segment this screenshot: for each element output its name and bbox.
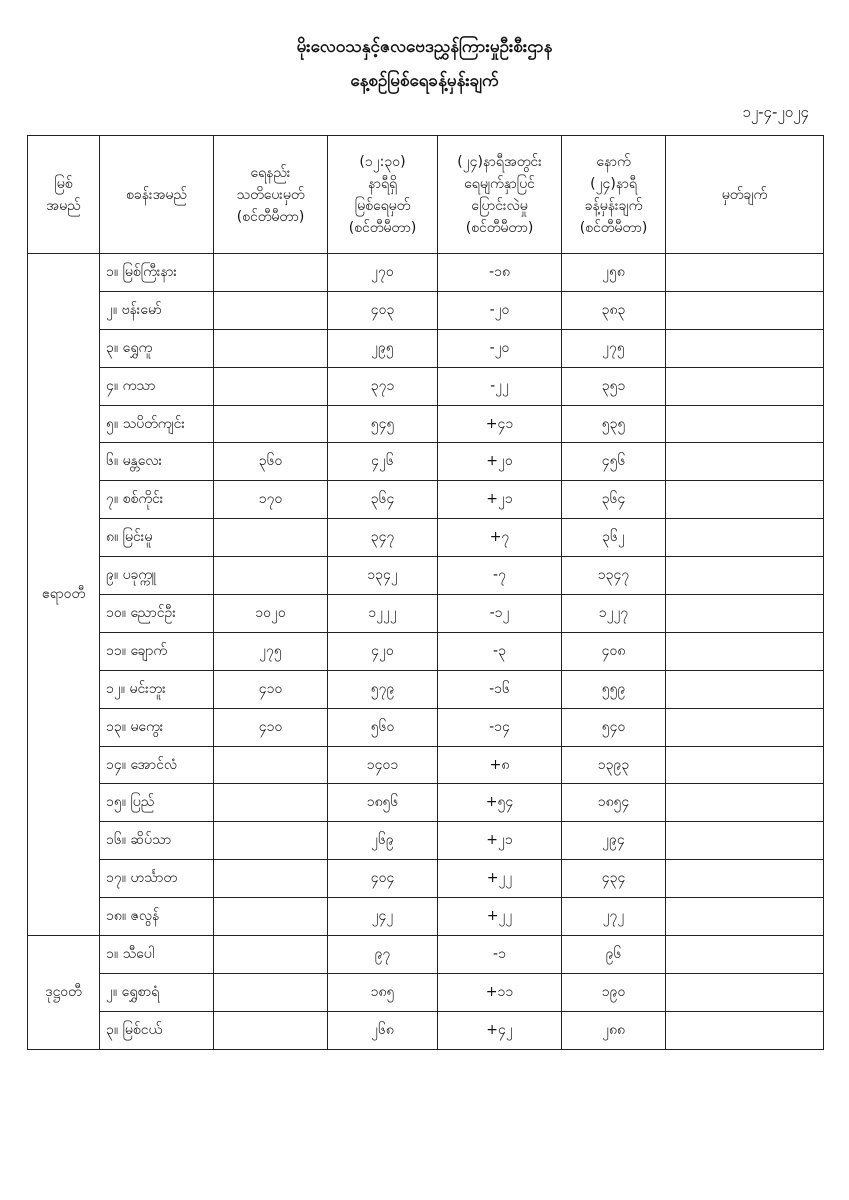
page-title: မိုးလေဝသနှင့်ဇလဗေဒညွှန်ကြားမှုဦးစီးဌာန <box>296 37 553 57</box>
water-level-cell: ၂၇၀ <box>328 254 438 292</box>
remark-cell <box>666 860 824 898</box>
water-level-cell: ၄၀၃ <box>328 291 438 329</box>
low-warning-cell: ၄၁၀ <box>214 670 328 708</box>
river-level-table <box>27 135 824 1050</box>
forecast-cell: ၃၅၁ <box>562 367 666 405</box>
remark-cell <box>666 822 824 860</box>
station-cell: ၂။ ရွှေစာရံ <box>100 973 214 1011</box>
forecast-cell: ၅၃၅ <box>562 405 666 443</box>
water-level-cell: ၄၂၆ <box>328 443 438 481</box>
station-cell: ၇။ စစ်ကိုင်း <box>100 481 214 519</box>
station-cell: ၂။ ဗန်းမော် <box>100 291 214 329</box>
forecast-cell: ၁၉၀ <box>562 973 666 1011</box>
station-cell: ၃။ မြစ်ငယ် <box>100 1011 214 1049</box>
station-cell: ၁၁။ ချောက် <box>100 632 214 670</box>
header-forecast: နောက် (၂၄)နာရီ ခန့်မှန်းချက် (စင်တီမီတာ) <box>562 136 666 254</box>
remark-cell <box>666 329 824 367</box>
table-row <box>28 746 824 784</box>
low-warning-cell <box>214 329 328 367</box>
low-warning-cell <box>214 898 328 936</box>
station-cell: ၄။ ကသာ <box>100 367 214 405</box>
table-row <box>28 632 824 670</box>
remark-cell <box>666 746 824 784</box>
remark-cell <box>666 291 824 329</box>
table-row <box>28 595 824 633</box>
forecast-cell: ၂၇၂ <box>562 898 666 936</box>
station-cell: ၉။ ပခုက္ကူ <box>100 557 214 595</box>
change-cell: +၄၂ <box>438 1011 562 1049</box>
header-water-level: (၁၂:၃၀) နာရီရှိ မြစ်ရေမှတ် (စင်တီမီတာ) <box>328 136 438 254</box>
change-cell: +၂၂ <box>438 860 562 898</box>
remark-cell <box>666 670 824 708</box>
station-cell: ၅။ သပိတ်ကျင်း <box>100 405 214 443</box>
forecast-cell: ၃၆၂ <box>562 519 666 557</box>
table-row <box>28 519 824 557</box>
table-row <box>28 936 824 974</box>
remark-cell <box>666 443 824 481</box>
remark-cell <box>666 632 824 670</box>
change-cell: -၇ <box>438 557 562 595</box>
station-cell: ၆။ မန္တလေး <box>100 443 214 481</box>
forecast-cell: ၂၉၄ <box>562 822 666 860</box>
low-warning-cell: ၃၆၀ <box>214 443 328 481</box>
table-row <box>28 254 824 292</box>
header-river: မြစ် အမည် <box>28 136 100 254</box>
low-warning-cell: ၄၁၀ <box>214 708 328 746</box>
table-row <box>28 860 824 898</box>
low-warning-cell <box>214 860 328 898</box>
change-cell: +၂၂ <box>438 898 562 936</box>
report-date: ၁၂-၄-၂၀၂၄ <box>742 103 809 121</box>
station-cell: ၁။ မြစ်ကြီးနား <box>100 254 214 292</box>
table-row <box>28 291 824 329</box>
table-row <box>28 443 824 481</box>
low-warning-cell <box>214 936 328 974</box>
forecast-cell: ၄၃၄ <box>562 860 666 898</box>
table-row <box>28 708 824 746</box>
remark-cell <box>666 936 824 974</box>
water-level-cell: ၅၇၉ <box>328 670 438 708</box>
forecast-cell: ၂၇၅ <box>562 329 666 367</box>
water-level-cell: ၃၄၇ <box>328 519 438 557</box>
remark-cell <box>666 481 824 519</box>
change-cell: -၁၄ <box>438 708 562 746</box>
low-warning-cell <box>214 784 328 822</box>
water-level-cell: ၃၇၁ <box>328 367 438 405</box>
change-cell: +၈ <box>438 746 562 784</box>
water-level-cell: ၅၆၀ <box>328 708 438 746</box>
low-warning-cell <box>214 557 328 595</box>
remark-cell <box>666 405 824 443</box>
forecast-cell: ၁၂၂၇ <box>562 595 666 633</box>
header-low-warning: ရေနည်း သတိပေးမှတ် (စင်တီမီတာ) <box>214 136 328 254</box>
river-name-cell: ဧရာဝတီ <box>28 254 100 936</box>
remark-cell <box>666 557 824 595</box>
table-row <box>28 367 824 405</box>
table-row <box>28 1011 824 1049</box>
water-level-cell: ၄၀၄ <box>328 860 438 898</box>
change-cell: -၁၂ <box>438 595 562 633</box>
table-row <box>28 557 824 595</box>
station-cell: ၁၂။ မင်းဘူး <box>100 670 214 708</box>
forecast-cell: ၉၆ <box>562 936 666 974</box>
low-warning-cell <box>214 405 328 443</box>
water-level-cell: ၁၈၅၆ <box>328 784 438 822</box>
header-24h-change: (၂၄)နာရီအတွင်း ရေမျက်နှာပြင် ပြောင်းလဲမှု (စင်တီမီတာ) <box>438 136 562 254</box>
water-level-cell: ၁၈၅ <box>328 973 438 1011</box>
remark-cell <box>666 784 824 822</box>
header-remarks: မှတ်ချက် <box>666 136 824 254</box>
low-warning-cell: ၂၇၅ <box>214 632 328 670</box>
forecast-cell: ၁၈၅၄ <box>562 784 666 822</box>
table-row <box>28 822 824 860</box>
low-warning-cell: ၁၇၀ <box>214 481 328 519</box>
forecast-cell: ၂၈၈ <box>562 1011 666 1049</box>
remark-cell <box>666 973 824 1011</box>
change-cell: -၂၀ <box>438 329 562 367</box>
table-row <box>28 481 824 519</box>
forecast-cell: ၄၅၆ <box>562 443 666 481</box>
change-cell: -၁ <box>438 936 562 974</box>
remark-cell <box>666 708 824 746</box>
remark-cell <box>666 367 824 405</box>
remark-cell <box>666 898 824 936</box>
change-cell: -၁၆ <box>438 670 562 708</box>
change-cell: +၄၁ <box>438 405 562 443</box>
change-cell: +၁၁ <box>438 973 562 1011</box>
station-cell: ၁၄။ အောင်လံ <box>100 746 214 784</box>
forecast-cell: ၅၄၀ <box>562 708 666 746</box>
low-warning-cell <box>214 291 328 329</box>
forecast-cell: ၃၆၄ <box>562 481 666 519</box>
water-level-cell: ၅၄၅ <box>328 405 438 443</box>
table-row <box>28 670 824 708</box>
water-level-cell: ၂၆၈ <box>328 1011 438 1049</box>
change-cell: -၃ <box>438 632 562 670</box>
change-cell: +၂၀ <box>438 443 562 481</box>
change-cell: +၇ <box>438 519 562 557</box>
forecast-cell: ၁၃၄၇ <box>562 557 666 595</box>
station-cell: ၈။ မြင်းမူ <box>100 519 214 557</box>
low-warning-cell <box>214 973 328 1011</box>
low-warning-cell <box>214 1011 328 1049</box>
table-body <box>28 254 824 1050</box>
forecast-cell: ၅၅၉ <box>562 670 666 708</box>
station-cell: ၁၆။ ဆိပ်သာ <box>100 822 214 860</box>
station-cell: ၁။ သီပေါ <box>100 936 214 974</box>
water-level-cell: ၉၇ <box>328 936 438 974</box>
table-row <box>28 329 824 367</box>
water-level-cell: ၃၆၄ <box>328 481 438 519</box>
station-cell: ၃။ ရွှေကူ <box>100 329 214 367</box>
water-level-cell: ၁၃၄၂ <box>328 557 438 595</box>
forecast-cell: ၄၀၈ <box>562 632 666 670</box>
station-cell: ၁၀။ ညောင်ဦး <box>100 595 214 633</box>
remark-cell <box>666 254 824 292</box>
forecast-cell: ၃၈၃ <box>562 291 666 329</box>
change-cell: -၂၂ <box>438 367 562 405</box>
table-row <box>28 973 824 1011</box>
low-warning-cell <box>214 746 328 784</box>
low-warning-cell: ၁၀၂၀ <box>214 595 328 633</box>
remark-cell <box>666 595 824 633</box>
station-cell: ၁၈။ ဇလွန် <box>100 898 214 936</box>
change-cell: -၁၈ <box>438 254 562 292</box>
remark-cell <box>666 1011 824 1049</box>
low-warning-cell <box>214 822 328 860</box>
water-level-cell: ၄၂၀ <box>328 632 438 670</box>
table-row <box>28 784 824 822</box>
change-cell: +၅၄ <box>438 784 562 822</box>
station-cell: ၁၃။ မကွေး <box>100 708 214 746</box>
water-level-cell: ၂၆၉ <box>328 822 438 860</box>
table-row <box>28 405 824 443</box>
page-subtitle: နေ့စဉ်မြစ်ရေခန့်မှန်းချက် <box>350 71 499 91</box>
forecast-cell: ၂၅၈ <box>562 254 666 292</box>
change-cell: +၂၁ <box>438 481 562 519</box>
river-name-cell: ဒုဋ္ဌဝတီ <box>28 936 100 1050</box>
header-station: စခန်းအမည် <box>100 136 214 254</box>
water-level-cell: ၁၄၀၁ <box>328 746 438 784</box>
change-cell: +၂၁ <box>438 822 562 860</box>
header-row <box>28 136 824 254</box>
station-cell: ၁၇။ ဟင်္သာတ <box>100 860 214 898</box>
station-cell: ၁၅။ ပြည် <box>100 784 214 822</box>
water-level-cell: ၁၂၂၂ <box>328 595 438 633</box>
low-warning-cell <box>214 367 328 405</box>
remark-cell <box>666 519 824 557</box>
table-row <box>28 898 824 936</box>
forecast-cell: ၁၃၉၃ <box>562 746 666 784</box>
low-warning-cell <box>214 254 328 292</box>
change-cell: -၂၀ <box>438 291 562 329</box>
water-level-cell: ၂၉၅ <box>328 329 438 367</box>
low-warning-cell <box>214 519 328 557</box>
water-level-cell: ၂၄၂ <box>328 898 438 936</box>
